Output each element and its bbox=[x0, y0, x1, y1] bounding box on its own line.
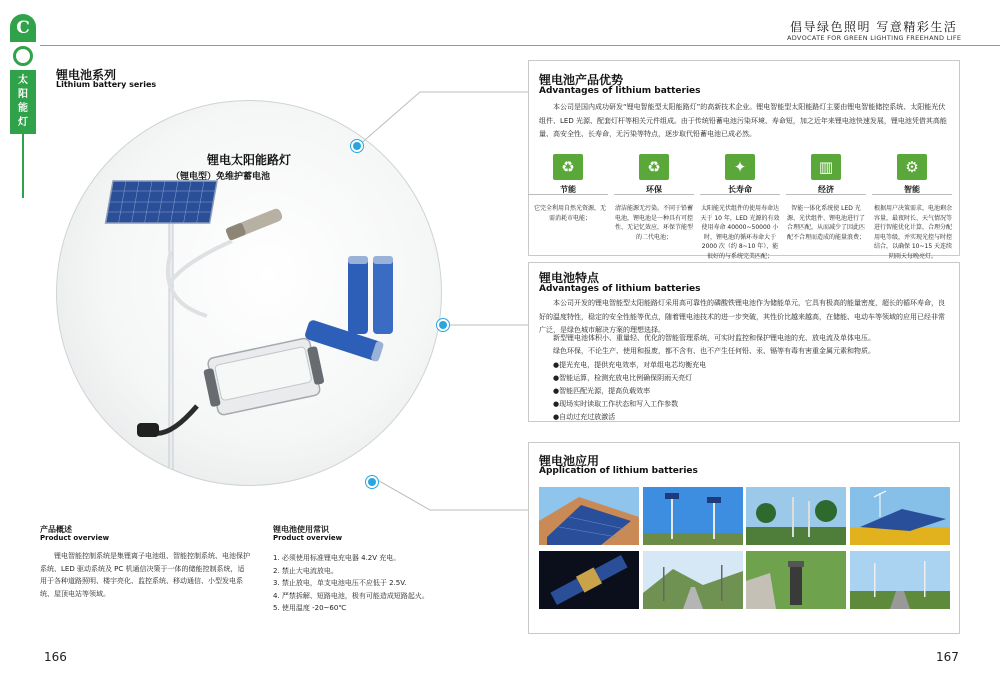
side-tab-line bbox=[22, 134, 24, 198]
advantage-divider bbox=[528, 194, 608, 195]
list-item: ●智能匹配光源，提高负载效率 bbox=[553, 387, 651, 395]
advantage-name: 节能 bbox=[560, 185, 576, 194]
header-slogan: 倡导绿色照明 写意精彩生活 bbox=[790, 20, 958, 34]
advantages-intro: 本公司是国内成功研发“锂电智能型太阳能路灯”的高新技术企业。锂电智能型太阳能路灯主要由锂电智能储控系统、太阳能光伏组件、LED 光源、配套灯杆等相关元件组成。由于传统铅蓄电池污染环境、寿命短，加之近年来锂电池快速发展，锂电池凭借其高能量、高安全性、长寿命，无污染等特点，逐步取代铅蓄电池已成必然。 bbox=[539, 103, 947, 138]
trash-icon: ▥ bbox=[811, 154, 841, 180]
advantages-title: 锂电池产品优势 bbox=[539, 73, 624, 87]
list-item: 5. 使用温度 -20~60℃ bbox=[273, 604, 347, 612]
advantage-name: 智能 bbox=[904, 185, 920, 194]
header-slogan-en: ADVOCATE FOR GREEN LIGHTING FREEHAND LIFE bbox=[787, 34, 962, 42]
recycle-icon: ♻ bbox=[639, 154, 669, 180]
list-item: 3. 禁止放电，单支电池电压不应低于 2.5V. bbox=[273, 579, 407, 587]
advantage-divider bbox=[700, 194, 780, 195]
advantage-divider bbox=[614, 194, 694, 195]
advantage-item-eco bbox=[614, 154, 694, 195]
advantage-divider bbox=[872, 194, 952, 195]
connector-dot bbox=[437, 319, 449, 331]
application-photo-solar-wind-sunflowers bbox=[850, 487, 950, 545]
advantage-item-energy bbox=[528, 154, 608, 195]
list-item: 4. 严禁拆解、短路电池，极有可能造成短路起火。 bbox=[273, 591, 429, 600]
application-title: 锂电池应用 bbox=[539, 454, 600, 468]
application-photo-rooftop-solar bbox=[539, 487, 639, 545]
application-photo-palm-street-lights bbox=[746, 487, 846, 545]
connector-dot bbox=[351, 140, 363, 152]
features-title: 锂电池特点 bbox=[539, 271, 600, 285]
application-photo-street-lights-blue-sky bbox=[643, 487, 743, 545]
chapter-letter: C bbox=[10, 14, 36, 42]
advantage-item-smart bbox=[872, 154, 952, 195]
application-photo-satellite bbox=[539, 551, 639, 609]
side-tab-char: 灯 bbox=[18, 117, 28, 128]
overview-title: 产品概述 bbox=[40, 525, 72, 534]
application-photo-lawn-light bbox=[746, 551, 846, 609]
side-tab-char: 阳 bbox=[18, 89, 28, 100]
advantage-desc: 清洁能源无污染。不同于铅蓄电池，锂电池是一种具有可控性、无记忆效应，环保节能型的二代电池； bbox=[614, 205, 693, 241]
page-number-right: 167 bbox=[936, 650, 959, 664]
list-item: ●提光充电，提供充电效率，对单组电芯均衡充电 bbox=[553, 361, 707, 369]
advantage-desc: 根据用户决策需求，电池剩余容量，最夜时长、天气情况等进行智能优化计算，合理分配用电等级，并实现光控与时控结合，以确保 10~15 天连续阴雨天每晚亮灯。 bbox=[873, 205, 953, 260]
connector-lines bbox=[340, 60, 530, 520]
bulb-icon: ✦ bbox=[725, 154, 755, 180]
list-item: ●现场实时读取工作状态和写入工作参数 bbox=[553, 400, 679, 408]
side-tab-char: 能 bbox=[18, 103, 28, 114]
application-photo-mountain-road-lights bbox=[643, 551, 743, 609]
series-title: 锂电池系列 bbox=[56, 68, 117, 82]
advantage-desc: 它完全利用自然光资源，无需消耗市电能； bbox=[533, 205, 606, 222]
advantage-divider bbox=[786, 194, 866, 195]
page-number-left: 166 bbox=[44, 650, 67, 664]
advantage-name: 长寿命 bbox=[728, 185, 752, 194]
features-subtitle: Advantages of lithium batteries bbox=[539, 284, 701, 294]
product-title: 锂电太阳能路灯 bbox=[207, 153, 292, 167]
advantage-item-longlife bbox=[700, 154, 780, 195]
monitor-gear-icon: ⚙ bbox=[897, 154, 927, 180]
advantages-subtitle: Advantages of lithium batteries bbox=[539, 86, 701, 96]
usage-list bbox=[273, 552, 493, 615]
application-subtitle: Application of lithium batteries bbox=[539, 466, 698, 476]
features-bullet-list bbox=[553, 359, 943, 424]
overview-text: 锂电智能控制系统是集锂离子电池组、智能控制系统、电池保护系统、LED 驱动系统及 PC 机通信决策于一体的储能控制系统，适用于各种道路照明、楼宇亮化、监控系统、移动通信、小型发电系统、屋顶电站等领域。 bbox=[40, 552, 250, 598]
overview-subtitle: Product overview bbox=[40, 534, 110, 542]
product-subtitle: （锂电型）免维护蓄电池 bbox=[171, 172, 271, 182]
features-para2: 新型锂电池体积小、重量轻、优化的智能管理系统，可实时监控和保护锂电池的充、放电流及单体电压。 bbox=[553, 334, 875, 342]
side-tab-char: 太 bbox=[18, 75, 28, 86]
side-tab-label bbox=[10, 70, 36, 134]
advantage-desc: 太阳能光伏组件的使用寿命达天于 10 年，LED 光源的有效使用寿命 40000~50000 小时，锂电池的循环寿命大于 2000 次（约 8~10 年），能很好的与系统完美匹配； bbox=[700, 205, 780, 260]
advantage-name: 环保 bbox=[646, 185, 662, 194]
usage-subtitle: Product overview bbox=[273, 534, 343, 542]
list-item: ●智能运算，检测充放电比例确保阴雨天亮灯 bbox=[553, 374, 693, 382]
chapter-ring-icon bbox=[13, 46, 33, 66]
recycle-icon: ♻ bbox=[553, 154, 583, 180]
advantage-name: 经济 bbox=[818, 185, 834, 194]
list-item: 1. 必须使用标准锂电充电器 4.2V 充电。 bbox=[273, 554, 401, 562]
header-rule bbox=[40, 45, 1000, 46]
features-para3: 绿色环保，不论生产、使用和报废，都不含有、也不产生任何铅、汞、镉等有毒有害重金属元素和物质。 bbox=[553, 347, 875, 355]
features-para1: 本公司开发的锂电智能型太阳能路灯采用高可靠性的磷酸铁锂电池作为储能单元，它具有极高的能量密度，超长的循环寿命，良好的温度特性，稳定的安全性能等优点，随着锂电池技术的进一步突破，其性价比越来越高，在储能、电动车等领域的应用已经非常广泛，是绿色城市解决方案的理想选择。 bbox=[539, 299, 945, 334]
series-subtitle: Lithium battery series bbox=[56, 80, 157, 89]
application-photo-rural-road-lights bbox=[850, 551, 950, 609]
connector-dot bbox=[366, 476, 378, 488]
usage-title: 锂电池使用常识 bbox=[273, 525, 329, 534]
list-item: ●自动过充过放激活 bbox=[553, 413, 616, 421]
list-item: 2. 禁止大电流放电。 bbox=[273, 566, 338, 575]
advantage-desc: 智能一体化系统使 LED 光源、光伏组件、锂电池进行了合理匹配，从而减少了因此匹配不合理而造成的能量浪费； bbox=[786, 205, 865, 241]
advantage-item-economy bbox=[786, 154, 866, 195]
